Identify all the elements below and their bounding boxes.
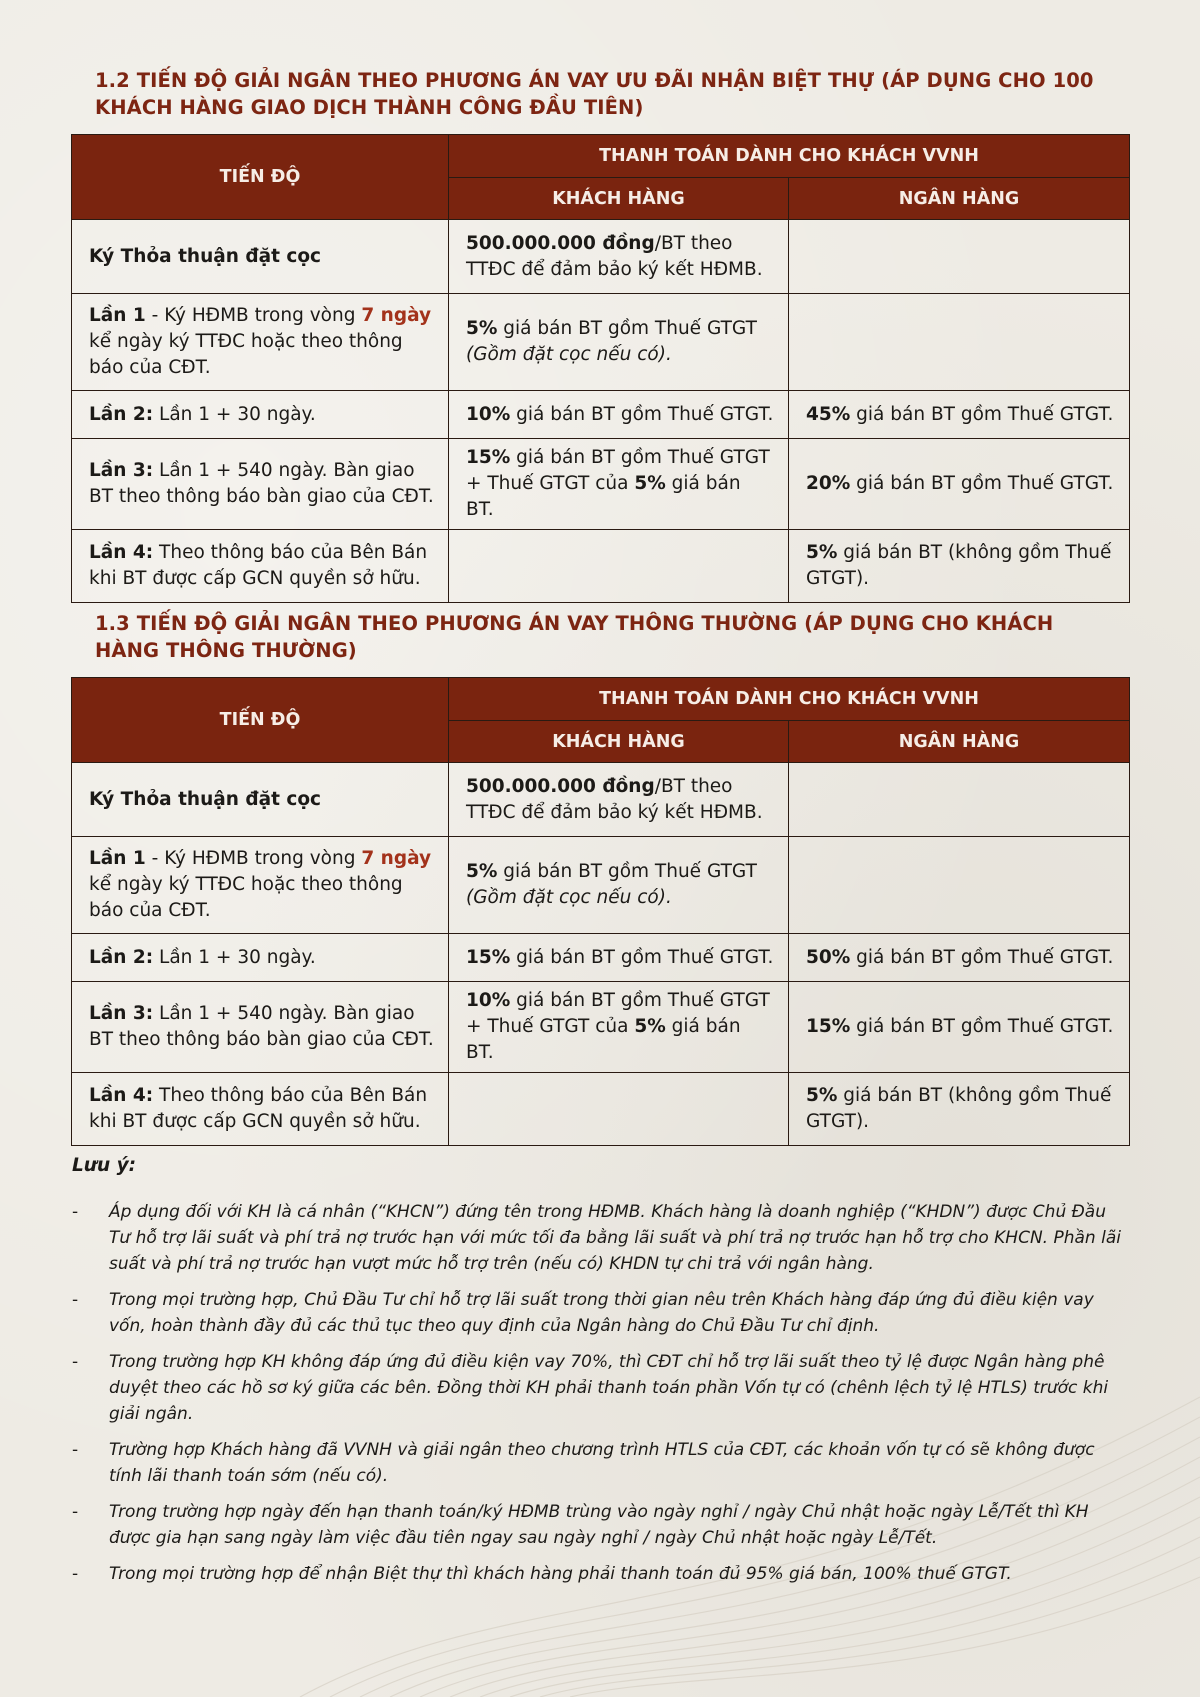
customer-cell: 15% giá bán BT gồm Thuế GTGT + Thuế GTGT của 5% giá bán BT. [449,439,789,530]
stage-cell: Lần 2: Lần 1 + 30 ngày. [72,934,449,982]
table-row [72,391,1130,439]
table-row [72,1073,1130,1146]
bank-cell [789,220,1130,294]
bank-cell: 20% giá bán BT gồm Thuế GTGT. [789,439,1130,530]
section-1-2-title: 1.2 TIẾN ĐỘ GIẢI NGÂN THEO PHƯƠNG ÁN VAY ƯU ĐÃI NHẬN BIỆT THỰ (ÁP DỤNG CHO 100 KHÁCH HÀNG GIAO DỊCH THÀNH CÔNG ĐẦU TIÊN) [95,69,1094,119]
header-stage: TIẾN ĐỘ [72,135,449,220]
note-item: - Trong mọi trường hợp để nhận Biệt thự thì khách hàng phải thanh toán đủ 95% giá bán, 100% thuế GTGT. [72,1564,1012,1584]
bank-cell: 5% giá bán BT (không gồm Thuế GTGT). [789,1073,1130,1146]
bank-cell: 5% giá bán BT (không gồm Thuế GTGT). [789,530,1130,603]
note-item: - Trong mọi trường hợp, Chủ Đầu Tư chỉ hỗ trợ lãi suất trong thời gian nêu trên Khách hàng đáp ứng đủ điều kiện vay vốn, hoàn thành đầy đủ các thủ tục theo quy định của Ngân hàng do Chủ Đầu Tư chỉ định. [72,1290,1094,1336]
disbursement-table-1-2 [71,134,1130,603]
stage-cell: Lần 3: Lần 1 + 540 ngày. Bàn giao BT theo thông báo bàn giao của CĐT. [72,982,449,1073]
customer-cell: 10% giá bán BT gồm Thuế GTGT. [449,391,789,439]
header-bank: NGÂN HÀNG [789,178,1130,220]
customer-cell: 5% giá bán BT gồm Thuế GTGT (Gồm đặt cọc nếu có). [449,837,789,934]
header-bank: NGÂN HÀNG [789,721,1130,763]
bank-cell [789,763,1130,837]
table-row [72,220,1130,294]
stage-cell: Lần 1 - Ký HĐMB trong vòng 7 ngày kể ngày ký TTĐC hoặc theo thông báo của CĐT. [72,294,449,391]
header-payment-group: THANH TOÁN DÀNH CHO KHÁCH VVNH [449,678,1130,721]
stage-cell: Ký Thỏa thuận đặt cọc [72,220,449,294]
table-row [72,982,1130,1073]
customer-cell: 5% giá bán BT gồm Thuế GTGT (Gồm đặt cọc nếu có). [449,294,789,391]
header-stage: TIẾN ĐỘ [72,678,449,763]
header-payment-group: THANH TOÁN DÀNH CHO KHÁCH VVNH [449,135,1130,178]
header-customer: KHÁCH HÀNG [449,178,789,220]
stage-cell: Ký Thỏa thuận đặt cọc [72,763,449,837]
bank-cell [789,294,1130,391]
note-item: - Trong trường hợp KH không đáp ứng đủ điều kiện vay 70%, thì CĐT chỉ hỗ trợ lãi suất theo tỷ lệ được Ngân hàng phê duyệt theo các hồ sơ ký giữa các bên. Đồng thời KH phải thanh toán phần Vốn tự có (chênh lệch tỷ lệ HTLS) trước khi giải ngân. [72,1352,1109,1424]
table-row [72,763,1130,837]
notes-title: Lưu ý: [72,1155,137,1176]
stage-cell: Lần 2: Lần 1 + 30 ngày. [72,391,449,439]
customer-cell [449,1073,789,1146]
stage-cell: Lần 4: Theo thông báo của Bên Bán khi BT được cấp GCN quyền sở hữu. [72,1073,449,1146]
customer-cell: 500.000.000 đồng/BT theo TTĐC để đảm bảo ký kết HĐMB. [449,220,789,294]
note-item: - Áp dụng đối với KH là cá nhân (“KHCN”) đứng tên trong HĐMB. Khách hàng là doanh nghiệp (“KHDN”) được Chủ Đầu Tư hỗ trợ lãi suất và phí trả nợ trước hạn với mức tối đa bằng lãi suất và phí trả nợ trước hạn hỗ trợ cho KHCN. Phần lãi suất và phí trả nợ trước hạn vượt mức hỗ trợ trên (nếu có) KHDN tự chi trả với ngân hàng. [72,1202,1121,1274]
note-item: - Trường hợp Khách hàng đã VVNH và giải ngân theo chương trình HTLS của CĐT, các khoản vốn tự có sẽ không được tính lãi thanh toán sớm (nếu có). [72,1440,1095,1486]
note-item: - Trong trường hợp ngày đến hạn thanh toán/ký HĐMB trùng vào ngày nghỉ / ngày Chủ nhật hoặc ngày Lễ/Tết thì KH được gia hạn sang ngày làm việc đầu tiên ngay sau ngày nghỉ / ngày Chủ nhật hoặc ngày Lễ/Tết. [72,1502,1089,1548]
bank-cell: 50% giá bán BT gồm Thuế GTGT. [789,934,1130,982]
stage-cell: Lần 3: Lần 1 + 540 ngày. Bàn giao BT theo thông báo bàn giao của CĐT. [72,439,449,530]
table-row [72,439,1130,530]
notes-list [72,1199,1122,1597]
bank-cell: 45% giá bán BT gồm Thuế GTGT. [789,391,1130,439]
customer-cell [449,530,789,603]
stage-cell: Lần 4: Theo thông báo của Bên Bán khi BT được cấp GCN quyền sở hữu. [72,530,449,603]
table-row [72,934,1130,982]
bank-cell [789,837,1130,934]
table-row [72,837,1130,934]
customer-cell: 10% giá bán BT gồm Thuế GTGT + Thuế GTGT của 5% giá bán BT. [449,982,789,1073]
header-customer: KHÁCH HÀNG [449,721,789,763]
section-1-3-title: 1.3 TIẾN ĐỘ GIẢI NGÂN THEO PHƯƠNG ÁN VAY THÔNG THƯỜNG (ÁP DỤNG CHO KHÁCH HÀNG THÔNG THƯỜNG) [95,612,1054,662]
table-row [72,294,1130,391]
customer-cell: 500.000.000 đồng/BT theo TTĐC để đảm bảo ký kết HĐMB. [449,763,789,837]
customer-cell: 15% giá bán BT gồm Thuế GTGT. [449,934,789,982]
bank-cell: 15% giá bán BT gồm Thuế GTGT. [789,982,1130,1073]
disbursement-table-1-3 [71,677,1130,1146]
table-row [72,530,1130,603]
stage-cell: Lần 1 - Ký HĐMB trong vòng 7 ngày kể ngày ký TTĐC hoặc theo thông báo của CĐT. [72,837,449,934]
